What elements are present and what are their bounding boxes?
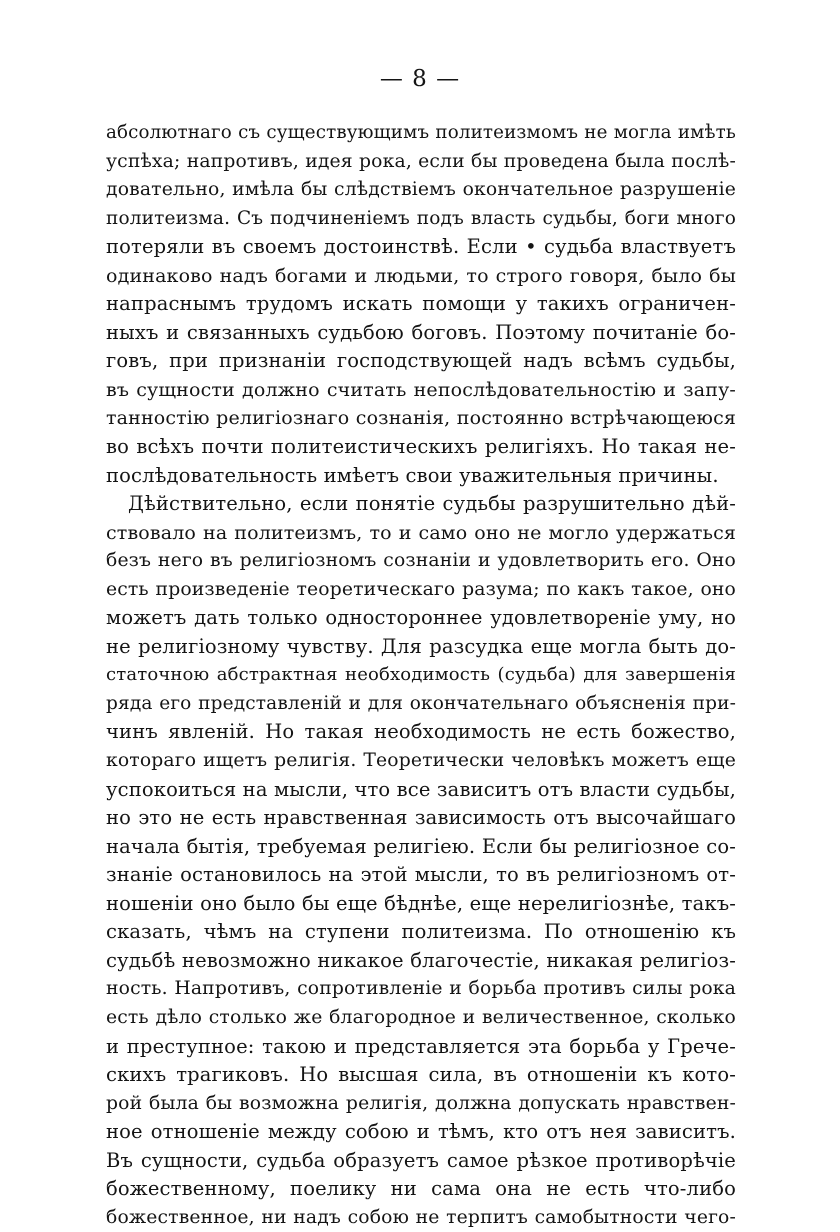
- text-line: скихъ трагиковъ. Но высшая сила, въ отношеніи къ кото-: [106, 1063, 736, 1087]
- paragraph-1: [106, 119, 736, 490]
- text-line: и преступное: такою и представляется эта борьба у Грече-: [106, 1034, 736, 1058]
- page-number: — 8 —: [379, 66, 461, 92]
- text-line: Дѣйствительно, если понятіе судьбы разрушительно дѣй-: [128, 492, 736, 516]
- text-line: политеизма. Съ подчиненіемъ подъ власть судьбы, боги много: [106, 207, 736, 229]
- text-line: есть дѣло столько же благородное и величественное, сколько: [106, 1006, 736, 1028]
- text-line: успѣха; напротивъ, идея рока, если бы проведена была послѣ-: [106, 150, 736, 172]
- text-line: безъ него въ религіозномъ сознаніи и удовлетворить его. Оно: [106, 550, 736, 572]
- text-line: во всѣхъ почти политеистическихъ религіяхъ. Но такая не-: [106, 435, 736, 459]
- text-line: танностію религіознаго сознанія, постоянно встрѣчающеюся: [106, 407, 736, 430]
- text-line: ряда его представленій и для окончательнаго объясненія при-: [106, 692, 736, 714]
- text-line: божественное, ни надъ собою не терпитъ самобытности чего-: [106, 1206, 736, 1228]
- text-line: ношеніи оно было бы еще бѣднѣе, еще нерелигіознѣе, такъ-: [106, 891, 736, 915]
- text-line: сказать, чѣмъ на ступени политеизма. По отношенію къ: [106, 920, 736, 944]
- text-line: въ сущности должно считать непослѣдовательностію и запу-: [106, 378, 736, 401]
- text-line: но это не есть нравственная зависимость отъ высочайшаго: [106, 806, 736, 830]
- text-line: послѣдовательность имѣетъ свои уважительныя причины.: [106, 463, 719, 487]
- text-line: знаніе остановилось на этой мысли, то въ религіозномъ от-: [106, 863, 736, 887]
- text-line: абсолютнаго съ существующимъ политеизмомъ не могла имѣть: [106, 122, 736, 143]
- text-line: статочною абстрактная необходимость (судьба) для завершенія: [106, 664, 736, 686]
- text-line: есть произведеніе теоретическаго разума; по какъ такое, оно: [106, 578, 736, 600]
- text-line: ныхъ и связанныхъ судьбою боговъ. Поэтому почитаніе бо-: [106, 320, 736, 344]
- text-line: ность. Напротивъ, сопротивленіе и борьба противъ силы рока: [106, 978, 736, 1000]
- text-line: не религіозному чувству. Для разсудка еще могла быть до-: [106, 634, 736, 658]
- text-line: довательно, имѣла бы слѣдствіемъ окончательное разрушеніе: [106, 179, 736, 201]
- text-line: рой была бы возможна религія, должна допускать нравствен-: [106, 1092, 736, 1114]
- text-line: говъ, при признаніи господствующей надъ всѣмъ судьбы,: [106, 349, 736, 373]
- text-line: одинаково надъ богами и людьми, то строго говоря, было бы: [106, 264, 736, 287]
- text-line: напраснымъ трудомъ искать помощи у такихъ ограничен-: [106, 292, 736, 316]
- text-line: ствовало на политеизмъ, то и само оно не могло удержаться: [106, 521, 736, 544]
- text-line: божественному, поелику ни сама она не есть что-либо: [106, 1177, 736, 1201]
- text-line: потеряли въ своемъ достоинствѣ. Если • судьба властвуетъ: [106, 235, 736, 259]
- body-text: [106, 119, 736, 1232]
- text-line: судьбѣ невозможно никакое благочестіе, никакая религіоз-: [106, 948, 736, 972]
- text-line: котораго ищетъ религія. Теоретически человѣкъ можетъ еще: [106, 750, 736, 772]
- text-line: можетъ дать только одностороннее удовлетвореніе уму, но: [106, 606, 736, 630]
- paragraph-2: [106, 490, 736, 1232]
- text-line: чинъ явленій. Но такая необходимость не есть божество,: [106, 720, 736, 744]
- text-line: Въ сущности, судьба образуетъ самое рѣзкое противорѣчіе: [106, 1148, 736, 1172]
- text-line: начала бытія, требуемая религіею. Если бы религіозное со-: [106, 834, 736, 858]
- text-line: ное отношеніе между собою и тѣмъ, кто отъ нея зависитъ.: [106, 1120, 736, 1144]
- text-line: успокоиться на мысли, что все зависитъ отъ власти судьбы,: [106, 777, 736, 801]
